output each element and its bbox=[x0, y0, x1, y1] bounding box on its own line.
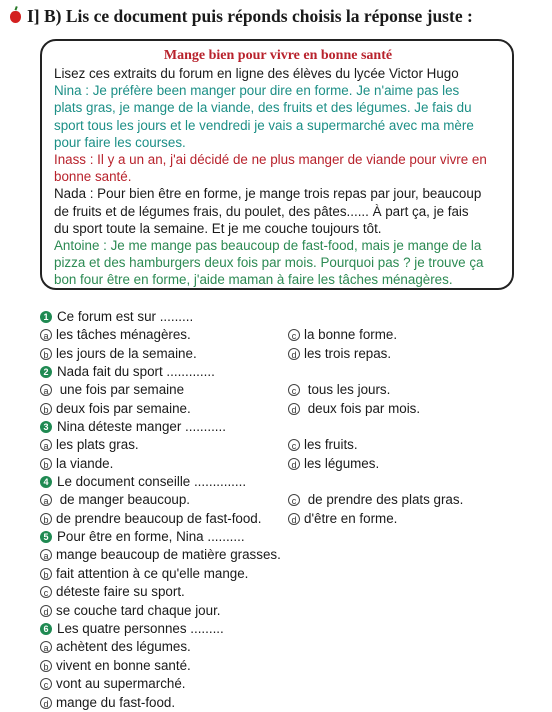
option-a[interactable] bbox=[40, 381, 288, 400]
question-number-badge: 6 bbox=[40, 623, 52, 635]
option-text: les tâches ménagères. bbox=[56, 326, 191, 345]
questions-list bbox=[40, 308, 540, 712]
option-c[interactable] bbox=[288, 491, 463, 510]
question-number-badge: 5 bbox=[40, 531, 52, 543]
option-text: les plats gras. bbox=[56, 436, 139, 455]
question-text: Le document conseille .............. bbox=[57, 473, 246, 491]
exercise-heading-text: I] B) Lis ce document puis réponds choisis la réponse juste : bbox=[27, 6, 473, 26]
option-text: les jours de la semaine. bbox=[56, 345, 197, 364]
option-row bbox=[40, 381, 540, 400]
question-title bbox=[40, 418, 540, 436]
option-letter-badge: c bbox=[288, 494, 300, 506]
option-text: de prendre beaucoup de fast-food. bbox=[56, 510, 261, 529]
option-letter-badge: b bbox=[40, 458, 52, 470]
document-line: bon four être en forme, j'aide maman à faire les tâches ménagères. bbox=[54, 271, 502, 288]
option-text: mange du fast-food. bbox=[56, 694, 175, 712]
option-letter-badge: d bbox=[40, 697, 52, 709]
option-row bbox=[40, 491, 540, 510]
document-line: pizza et des hamburgers deux fois par mois. Pourquoi pas ? je trouve ça bbox=[54, 254, 502, 271]
question-title bbox=[40, 308, 540, 326]
document-line: pour faire les courses. bbox=[54, 134, 502, 151]
option-text: tous les jours. bbox=[304, 381, 390, 400]
document-line: Inass : Il y a un an, j'ai décidé de ne plus manger de viande pour vivre en bbox=[54, 151, 502, 168]
option-d[interactable] bbox=[40, 602, 221, 621]
option-c[interactable] bbox=[40, 583, 185, 602]
option-letter-badge: c bbox=[288, 329, 300, 341]
document-line: Antoine : Je me mange pas beaucoup de fast-food, mais je mange de la bbox=[54, 237, 502, 254]
option-row bbox=[40, 546, 540, 565]
option-text: une fois par semaine bbox=[56, 381, 184, 400]
question-title bbox=[40, 620, 540, 638]
option-a[interactable] bbox=[40, 436, 288, 455]
document-line: sport tous les jours et le vendredi je vais a supermarché avec ma mère bbox=[54, 117, 502, 134]
question-title bbox=[40, 528, 540, 546]
option-text: mange beaucoup de matière grasses. bbox=[56, 546, 281, 565]
option-letter-badge: c bbox=[40, 678, 52, 690]
option-row bbox=[40, 326, 540, 345]
option-c[interactable] bbox=[288, 436, 358, 455]
option-row bbox=[40, 675, 540, 694]
option-letter-badge: d bbox=[288, 348, 300, 360]
option-b[interactable] bbox=[40, 400, 288, 419]
question-block bbox=[40, 418, 540, 473]
option-letter-badge: a bbox=[40, 439, 52, 451]
option-row bbox=[40, 455, 540, 474]
question-block bbox=[40, 308, 540, 363]
question-number-badge: 3 bbox=[40, 421, 52, 433]
option-c[interactable] bbox=[288, 326, 397, 345]
option-a[interactable] bbox=[40, 326, 288, 345]
question-text: Pour être en forme, Nina .......... bbox=[57, 528, 245, 546]
option-b[interactable] bbox=[40, 565, 248, 584]
document-line: de fruits et de légumes frais, du poulet, des pâtes...... À part ça, je fais bbox=[54, 203, 502, 220]
option-b[interactable] bbox=[40, 510, 288, 529]
option-text: les fruits. bbox=[304, 436, 358, 455]
option-letter-badge: b bbox=[40, 513, 52, 525]
question-title bbox=[40, 473, 540, 491]
question-block bbox=[40, 528, 540, 620]
option-row bbox=[40, 565, 540, 584]
option-letter-badge: a bbox=[40, 329, 52, 341]
option-letter-badge: a bbox=[40, 384, 52, 396]
question-block bbox=[40, 620, 540, 712]
question-text: Nina déteste manger ........... bbox=[57, 418, 226, 436]
option-text: vivent en bonne santé. bbox=[56, 657, 191, 676]
option-letter-badge: d bbox=[288, 513, 300, 525]
option-text: achètent des légumes. bbox=[56, 638, 191, 657]
option-d[interactable] bbox=[288, 345, 391, 364]
option-text: deux fois par semaine. bbox=[56, 400, 191, 419]
option-letter-badge: c bbox=[288, 384, 300, 396]
option-d[interactable] bbox=[288, 455, 379, 474]
option-text: fait attention à ce qu'elle mange. bbox=[56, 565, 248, 584]
option-row bbox=[40, 657, 540, 676]
option-letter-badge: b bbox=[40, 403, 52, 415]
question-block bbox=[40, 473, 540, 528]
option-row bbox=[40, 602, 540, 621]
option-row bbox=[40, 345, 540, 364]
option-letter-badge: d bbox=[40, 605, 52, 617]
question-text: Les quatre personnes ......... bbox=[57, 620, 224, 638]
question-text: Nada fait du sport ............. bbox=[57, 363, 215, 381]
option-text: d'être en forme. bbox=[304, 510, 397, 529]
question-number-badge: 4 bbox=[40, 476, 52, 488]
apple-icon bbox=[10, 11, 21, 23]
option-text: deux fois par mois. bbox=[304, 400, 420, 419]
option-b[interactable] bbox=[40, 657, 191, 676]
option-letter-badge: c bbox=[40, 586, 52, 598]
document-title: Mange bien pour vivre en bonne santé bbox=[54, 48, 502, 64]
document-box bbox=[40, 39, 514, 290]
document-text bbox=[54, 82, 502, 288]
option-row bbox=[40, 583, 540, 602]
option-letter-badge: b bbox=[40, 660, 52, 672]
option-row bbox=[40, 694, 540, 712]
document-line: Nada : Pour bien être en forme, je mange trois repas par jour, beaucoup bbox=[54, 185, 502, 202]
option-letter-badge: a bbox=[40, 494, 52, 506]
document-line: Nina : Je préfère been manger pour dire en forme. Je n'aime pas les bbox=[54, 82, 502, 99]
option-text: les trois repas. bbox=[304, 345, 391, 364]
document-line: bonne santé. bbox=[54, 168, 502, 185]
option-row bbox=[40, 400, 540, 419]
option-text: déteste faire su sport. bbox=[56, 583, 185, 602]
option-row bbox=[40, 436, 540, 455]
option-text: de manger beaucoup. bbox=[56, 491, 190, 510]
document-intro: Lisez ces extraits du forum en ligne des élèves du lycée Victor Hugo bbox=[54, 65, 502, 82]
option-a[interactable] bbox=[40, 491, 288, 510]
question-number-badge: 1 bbox=[40, 311, 52, 323]
question-number-badge: 2 bbox=[40, 366, 52, 378]
option-letter-badge: d bbox=[288, 458, 300, 470]
document-line: plats gras, je mange de la viande, des fruits et des légumes. Je fais du bbox=[54, 99, 502, 116]
option-b[interactable] bbox=[40, 345, 288, 364]
option-letter-badge: b bbox=[40, 348, 52, 360]
option-a[interactable] bbox=[40, 546, 281, 565]
option-d[interactable] bbox=[288, 400, 420, 419]
option-c[interactable] bbox=[40, 675, 186, 694]
question-block bbox=[40, 363, 540, 418]
option-letter-badge: d bbox=[288, 403, 300, 415]
option-letter-badge: c bbox=[288, 439, 300, 451]
option-row bbox=[40, 510, 540, 529]
option-text: de prendre des plats gras. bbox=[304, 491, 463, 510]
option-text: la viande. bbox=[56, 455, 113, 474]
option-d[interactable] bbox=[40, 694, 175, 712]
question-text: Ce forum est sur ......... bbox=[57, 308, 193, 326]
option-text: la bonne forme. bbox=[304, 326, 397, 345]
option-row bbox=[40, 638, 540, 657]
option-text: vont au supermarché. bbox=[56, 675, 186, 694]
option-letter-badge: b bbox=[40, 568, 52, 580]
option-text: les légumes. bbox=[304, 455, 379, 474]
exercise-heading bbox=[10, 6, 550, 27]
option-text: se couche tard chaque jour. bbox=[56, 602, 221, 621]
option-a[interactable] bbox=[40, 638, 191, 657]
option-c[interactable] bbox=[288, 381, 390, 400]
option-letter-badge: a bbox=[40, 549, 52, 561]
option-b[interactable] bbox=[40, 455, 288, 474]
document-line: du sport toute la semaine. Et je me couche toujours tôt. bbox=[54, 220, 502, 237]
question-title bbox=[40, 363, 540, 381]
option-letter-badge: a bbox=[40, 641, 52, 653]
option-d[interactable] bbox=[288, 510, 397, 529]
